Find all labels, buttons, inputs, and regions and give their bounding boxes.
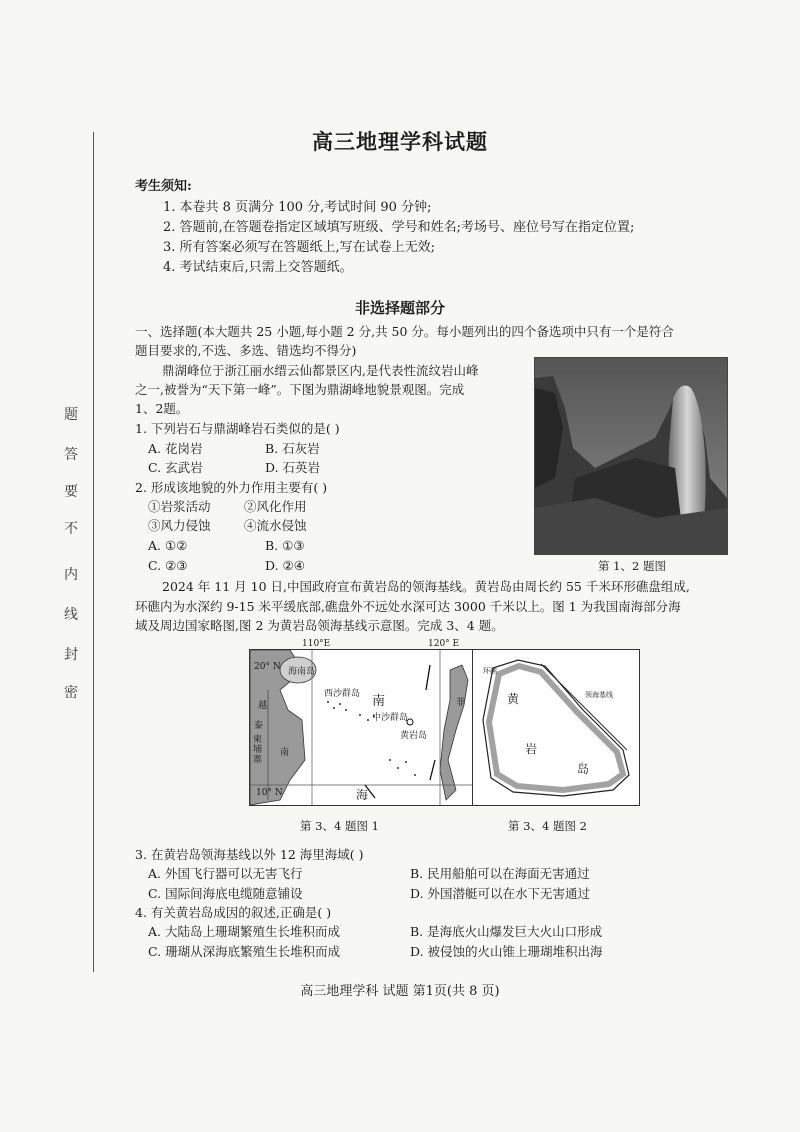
map1-lon110: 110°E	[302, 639, 331, 649]
binding-line	[93, 132, 94, 972]
map2-label-reef: 环礁	[483, 667, 497, 675]
seal-char: 线	[64, 607, 78, 623]
dinghu-peak-photo	[534, 357, 728, 555]
map1-hainan: 海南岛	[288, 667, 316, 677]
page-footer: 高三地理学科 试题 第1页(共 8 页)	[300, 984, 500, 999]
passage-line: 环礁内为水深约 9-15 米平缓底部,礁盘外不远处水深可达 3000 千米以上。图 1 为我国南海部分海	[135, 599, 681, 614]
map1-zhongsha: 中沙群岛	[372, 713, 409, 723]
map1-lon120: 120° E	[428, 639, 460, 649]
q3-option-a: A. 外国飞行器可以无害飞行	[148, 866, 303, 881]
map1-huangyan: 黄岩岛	[400, 731, 428, 741]
q1-option-b: B. 石灰岩	[265, 441, 320, 456]
south-china-sea-map	[249, 639, 473, 806]
q1-stem: 1. 下列岩石与鼎湖峰岩石类似的是( )	[135, 421, 340, 436]
huangyan-baseline-map	[472, 649, 640, 806]
q2-option-b: B. ①③	[265, 538, 305, 553]
map2-char: 黄	[507, 692, 520, 706]
part-intro: 题目要求的,不选、多选、错选均不得分)	[135, 343, 357, 358]
map1-lat20: 20° N	[254, 662, 281, 672]
notice-item: 4. 考试结束后,只需上交答题纸。	[163, 260, 353, 275]
photo-caption: 第 1、2 题图	[598, 559, 666, 573]
notice-item: 1. 本卷共 8 页满分 100 分,考试时间 90 分钟;	[163, 200, 432, 215]
map1-country: 菲	[456, 698, 466, 708]
map2-caption: 第 3、4 题图 2	[508, 819, 587, 833]
passage-line: 之一,被誉为“天下第一峰”。下图为鼎湖峰地貌景观图。完成	[135, 382, 465, 397]
notice-item: 3. 所有答案必须写在答题纸上,写在试卷上无效;	[163, 240, 436, 255]
q2-item: ④流水侵蚀	[244, 518, 307, 533]
q2-option-c: C. ②③	[148, 558, 188, 573]
map1-sea-nan: 南	[372, 694, 386, 709]
map1-lat10: 10° N	[256, 788, 283, 798]
map1-country: 南	[280, 748, 290, 758]
seal-char: 题	[64, 407, 78, 423]
map2-char: 岩	[525, 742, 538, 756]
passage-line: 鼎湖峰位于浙江丽水缙云仙都景区内,是代表性流纹岩山峰	[162, 363, 479, 378]
map1-country: 柬埔寨	[253, 735, 263, 765]
map1-sea-hai: 海	[356, 788, 369, 802]
q1-option-a: A. 花岗岩	[148, 441, 203, 456]
map2-label-baseline: 领海基线	[585, 691, 613, 699]
notice-item: 2. 答题前,在答题卷指定区域填写班级、学号和姓名;考场号、座位号写在指定位置;	[163, 220, 635, 235]
q2-stem: 2. 形成该地貌的外力作用主要有( )	[135, 480, 328, 495]
map1-country: 越	[258, 701, 268, 711]
page-title: 高三地理学科试题	[312, 130, 488, 154]
q3-option-c: C. 国际间海底电缆随意铺设	[148, 886, 303, 901]
q3-stem: 3. 在黄岩岛领海基线以外 12 海里海域( )	[135, 847, 364, 862]
q4-option-c: C. 珊瑚从深海底繁殖生长堆积而成	[148, 944, 341, 959]
q4-stem: 4. 有关黄岩岛成因的叙述,正确是( )	[135, 905, 332, 920]
q3-option-b: B. 民用船舶可以在海面无害通过	[410, 866, 590, 881]
seal-char: 不	[64, 521, 78, 537]
passage-line: 1、2题。	[135, 401, 189, 416]
q4-option-d: D. 被侵蚀的火山锥上珊瑚堆积出海	[410, 944, 603, 959]
passage-line: 域及周边国家略图,图 2 为黄岩岛领海基线示意图。完成 3、4 题。	[135, 618, 504, 633]
notice-heading: 考生须知:	[135, 179, 192, 194]
q2-option-a: A. ①②	[148, 538, 188, 553]
q4-option-b: B. 是海底火山爆发巨大火山口形成	[410, 924, 603, 939]
section-title: 非选择题部分	[354, 299, 445, 317]
q2-item: ①岩浆活动	[148, 499, 211, 514]
seal-char: 封	[64, 647, 78, 663]
seal-char: 答	[64, 447, 78, 463]
q1-option-d: D. 石英岩	[265, 460, 321, 475]
map1-xisha: 西沙群岛	[324, 689, 361, 699]
seal-char: 内	[64, 567, 78, 583]
q4-option-a: A. 大陆岛上珊瑚繁殖生长堆积而成	[148, 924, 340, 939]
q2-item: ③风力侵蚀	[148, 518, 211, 533]
map2-char: 岛	[577, 762, 590, 776]
passage-line: 2024 年 11 月 10 日,中国政府宣布黄岩岛的领海基线。黄岩岛由周长约 55 千米环形礁盘组成,	[162, 579, 690, 594]
q3-option-d: D. 外国潜艇可以在水下无害通过	[410, 886, 591, 901]
q2-item: ②风化作用	[244, 499, 307, 514]
seal-char: 要	[64, 484, 78, 500]
q2-option-d: D. ②④	[265, 558, 305, 573]
q1-option-c: C. 玄武岩	[148, 460, 203, 475]
seal-char: 密	[64, 685, 78, 701]
map1-caption: 第 3、4 题图 1	[300, 819, 379, 833]
map1-country: 泰	[254, 721, 264, 731]
part-intro: 一、选择题(本大题共 25 小题,每小题 2 分,共 50 分。每小题列出的四个备选项中只有一个是符合	[135, 324, 674, 339]
